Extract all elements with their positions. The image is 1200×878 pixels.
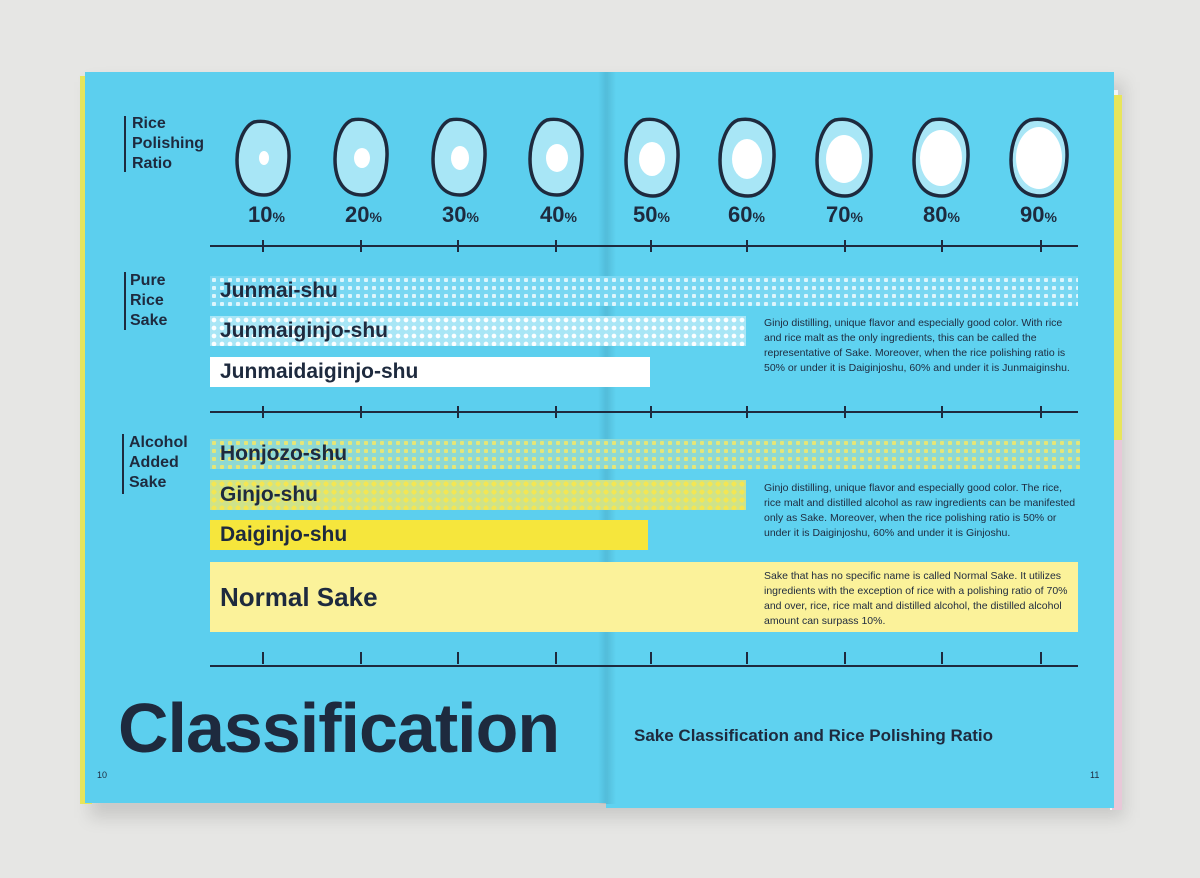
axis-tick <box>555 406 557 418</box>
normal-description: Sake that has no specific name is called Normal Sake. It utilizes ingredients with the exception of rice with a polishing ratio of 70% and over, rice, rice malt and distilled alcohol, the distilled alcohol amount can surpass 10%. <box>764 570 1068 627</box>
ratio-label: 30% <box>442 202 479 227</box>
axis-tick <box>262 406 264 418</box>
book-gutter <box>598 72 616 804</box>
label-bracket <box>122 434 124 494</box>
ratio-axis <box>210 411 1078 413</box>
axis-tick <box>941 406 943 418</box>
bar-junmaiginjo <box>210 316 746 346</box>
rice-grain-icon <box>332 116 390 198</box>
axis-tick <box>457 652 459 664</box>
bar-label: Normal Sake <box>220 582 378 612</box>
bar-label: Daiginjo-shu <box>220 523 348 546</box>
bar-honjozo <box>210 439 1080 469</box>
section-label-pure: Pure Rice Sake <box>130 272 168 329</box>
alcohol-description: Ginjo distilling, unique flavor and especially good color. The rice, rice malt and distilled alcohol as raw ingredients can be manifested only as Sake. Moreover, when the rice polishing ratio is 50% or under it is Daiginjoshu, 60% and under it is Ginjoshu. <box>764 482 1076 539</box>
axis-tick <box>941 240 943 252</box>
rice-grain-icon <box>1008 116 1070 200</box>
axis-tick <box>650 240 652 252</box>
bar-junmaidaiginjo <box>210 357 650 387</box>
axis-tick <box>650 652 652 664</box>
ratio-label: 80% <box>923 202 960 227</box>
section-label-alcohol: Alcohol Added Sake <box>129 434 188 491</box>
axis-tick <box>844 652 846 664</box>
rice-grain-icon <box>911 116 971 200</box>
bar-label: Ginjo-shu <box>220 483 318 506</box>
ratio-label: 70% <box>826 202 863 227</box>
axis-tick <box>746 240 748 252</box>
axis-tick <box>555 240 557 252</box>
bar-daiginjo <box>210 520 648 550</box>
rice-grain-icon <box>430 116 488 198</box>
label-bracket <box>124 272 126 330</box>
rice-grain-icon <box>234 118 292 198</box>
bar-label: Honjozo-shu <box>220 442 348 465</box>
page-number-right: 11 <box>1090 770 1100 780</box>
rice-grain-icon <box>717 116 777 200</box>
axis-tick <box>746 652 748 664</box>
page-number-left: 10 <box>97 770 108 780</box>
bar-label: Junmaiginjo-shu <box>220 319 388 342</box>
bar-ginjo <box>210 480 746 510</box>
axis-tick <box>1040 240 1042 252</box>
axis-tick <box>360 240 362 252</box>
rice-grain-icon <box>527 116 585 198</box>
ratio-label: 60% <box>728 202 765 227</box>
axis-tick <box>555 652 557 664</box>
axis-tick <box>262 652 264 664</box>
page-title: Classification <box>118 689 560 767</box>
axis-tick <box>457 240 459 252</box>
bar-label: Junmai-shu <box>220 279 338 302</box>
ratio-label: 90% <box>1020 202 1057 227</box>
section-label-polishing: Rice Polishing Ratio <box>132 115 204 172</box>
axis-tick <box>457 406 459 418</box>
ratio-axis <box>210 245 1078 247</box>
ratio-axis <box>210 665 1078 667</box>
axis-tick <box>650 406 652 418</box>
page-subtitle: Sake Classification and Rice Polishing Ratio <box>634 726 993 745</box>
rice-grain-icon <box>623 116 681 200</box>
label-bracket <box>124 116 126 172</box>
axis-tick <box>1040 652 1042 664</box>
ratio-label: 20% <box>345 202 382 227</box>
axis-tick <box>746 406 748 418</box>
axis-tick <box>360 652 362 664</box>
bar-label: Junmaidaiginjo-shu <box>220 360 419 383</box>
pure-description: Ginjo distilling, unique flavor and especially good color. With rice and rice malt as the only ingredients, this can be called the representative of Sake. Moreover, when the rice polishing ratio is 50% or under it is Daiginjoshu, 60% and under it is Junmaiginshu. <box>764 317 1070 374</box>
axis-tick <box>262 240 264 252</box>
ratio-label: 40% <box>540 202 577 227</box>
bar-junmai <box>210 276 1078 306</box>
rice-grain-icon <box>814 116 874 200</box>
axis-tick <box>844 406 846 418</box>
ratio-label: 50% <box>633 202 670 227</box>
axis-tick <box>941 652 943 664</box>
axis-tick <box>1040 406 1042 418</box>
axis-tick <box>360 406 362 418</box>
axis-tick <box>844 240 846 252</box>
ratio-label: 10% <box>248 202 285 227</box>
